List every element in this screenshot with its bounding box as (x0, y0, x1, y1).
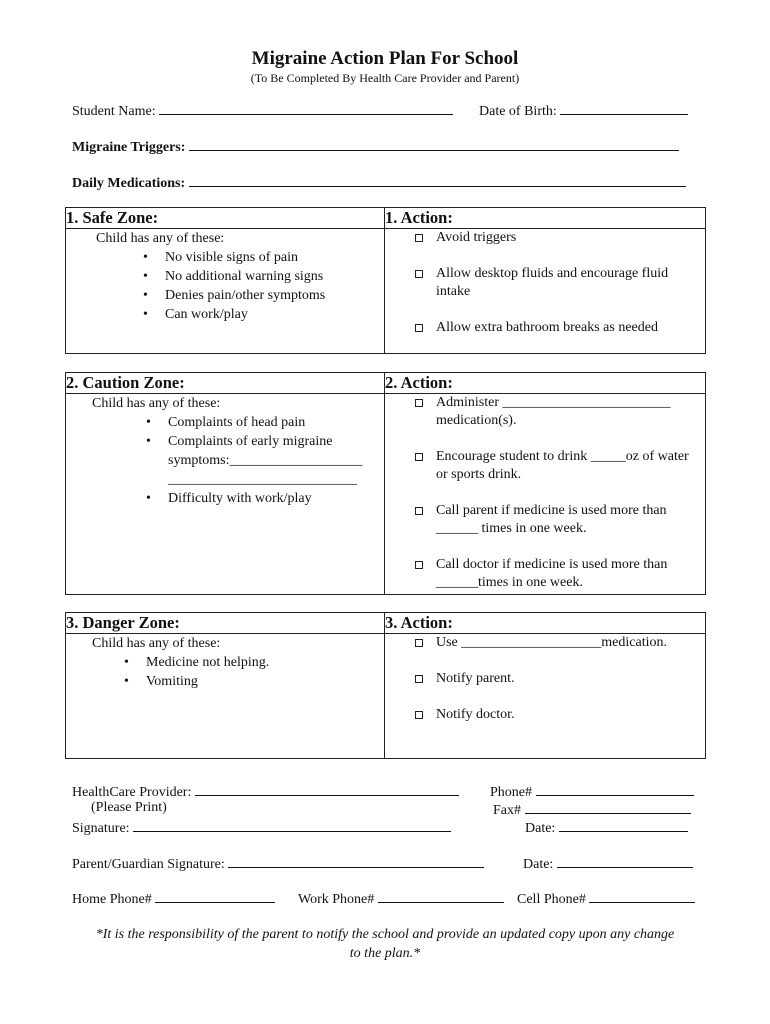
student-name-field[interactable] (159, 101, 453, 115)
footer-note: *It is the responsibility of the parent to notify the school and provide an updated copy upon any change to the plan.* (95, 927, 675, 961)
cell-phone-label: Cell Phone# (517, 892, 586, 907)
checkbox[interactable] (415, 234, 423, 242)
action-item: Use ____________________medication. (385, 634, 705, 652)
list-item-continued: symptoms:___________________ (168, 453, 363, 468)
list-item: • Difficulty with work/play (146, 491, 312, 506)
list-item: • Denies pain/other symptoms (143, 288, 326, 303)
parent-signature-label: Parent/Guardian Signature: (72, 857, 225, 872)
parent-date-field[interactable] (557, 854, 693, 868)
checkbox[interactable] (415, 399, 423, 407)
please-print-label: (Please Print) (91, 800, 167, 815)
home-phone-field[interactable] (155, 889, 275, 903)
daily-meds-label: Daily Medications: (72, 176, 186, 191)
safe-zone-title: 1. Safe Zone: (66, 208, 385, 229)
action-item: Encourage student to drink _____oz of water or sports drink. (385, 448, 705, 484)
dob-row (479, 101, 688, 120)
parent-signature-row (72, 854, 484, 873)
safe-zone-signs (66, 229, 385, 354)
caution-zone-title: 2. Caution Zone: (66, 373, 385, 394)
checkbox[interactable] (415, 270, 423, 278)
parent-signature-field[interactable] (228, 854, 484, 868)
daily-meds-row (72, 173, 686, 192)
safe-zone-lead: Child has any of these: (96, 231, 225, 246)
danger-zone-signs (66, 634, 385, 759)
dob-field[interactable] (560, 101, 688, 115)
parent-date-row (523, 854, 693, 873)
signature-field[interactable] (133, 818, 451, 832)
triggers-field[interactable] (189, 137, 679, 151)
action-item: Notify parent. (385, 670, 705, 688)
work-phone-row (298, 889, 504, 908)
home-phone-row (72, 889, 275, 908)
cell-phone-field[interactable] (589, 889, 695, 903)
home-phone-label: Home Phone# (72, 892, 152, 907)
caution-action-title: 2. Action: (385, 373, 706, 394)
action-item: Administer ________________________ medication(s). (385, 394, 705, 430)
list-item: • Medicine not helping. (124, 655, 270, 670)
phone-label: Phone# (490, 785, 532, 800)
list-item: • No additional warning signs (143, 269, 324, 284)
action-item: Allow desktop fluids and encourage fluid intake (385, 265, 705, 301)
page-subtitle: (To Be Completed By Health Care Provider and Parent) (250, 71, 520, 85)
safe-action-title: 1. Action: (385, 208, 706, 229)
caution-zone-actions (385, 394, 706, 595)
danger-zone-lead: Child has any of these: (92, 636, 221, 651)
action-item: Call doctor if medicine is used more than ______times in one week. (385, 556, 705, 592)
checkbox[interactable] (415, 675, 423, 683)
checkbox[interactable] (415, 711, 423, 719)
list-item: • No visible signs of pain (143, 250, 298, 265)
list-item: • Vomiting (124, 674, 198, 689)
cell-phone-row (517, 889, 695, 908)
daily-meds-field[interactable] (189, 173, 686, 187)
signature-row (72, 818, 451, 837)
fax-row (493, 800, 691, 819)
provider-date-label: Date: (525, 821, 556, 836)
provider-date-field[interactable] (559, 818, 688, 832)
list-item: • Complaints of head pain (146, 415, 306, 430)
parent-date-label: Date: (523, 857, 554, 872)
work-phone-field[interactable] (378, 889, 504, 903)
signature-label: Signature: (72, 821, 130, 836)
checkbox[interactable] (415, 324, 423, 332)
action-item: Avoid triggers (385, 229, 705, 247)
provider-field[interactable] (195, 782, 459, 796)
list-item: • Complaints of early migraine (146, 434, 333, 449)
danger-zone-table (65, 612, 706, 759)
dob-label: Date of Birth: (479, 104, 557, 119)
phone-row (490, 782, 694, 801)
checkbox[interactable] (415, 507, 423, 515)
action-item: Notify doctor. (385, 706, 705, 724)
action-item: Allow extra bathroom breaks as needed (385, 319, 705, 337)
page-title: Migraine Action Plan For School (251, 48, 519, 69)
list-item: • Can work/play (143, 307, 248, 322)
caution-zone-signs (66, 394, 385, 595)
provider-row (72, 782, 459, 801)
fax-field[interactable] (525, 800, 691, 814)
list-item-continued: ___________________________ (168, 472, 357, 487)
checkbox[interactable] (415, 639, 423, 647)
phone-field[interactable] (536, 782, 694, 796)
danger-action-title: 3. Action: (385, 613, 706, 634)
caution-zone-lead: Child has any of these: (92, 396, 221, 411)
action-item: Call parent if medicine is used more than ______ times in one week. (385, 502, 705, 538)
provider-date-row (525, 818, 688, 837)
safe-zone-table (65, 207, 706, 354)
triggers-label: Migraine Triggers: (72, 140, 186, 155)
fax-label: Fax# (493, 803, 521, 818)
triggers-row (72, 137, 679, 156)
caution-zone-table (65, 372, 706, 595)
provider-label: HealthCare Provider: (72, 785, 192, 800)
student-name-label: Student Name: (72, 104, 156, 119)
checkbox[interactable] (415, 453, 423, 461)
danger-zone-title: 3. Danger Zone: (66, 613, 385, 634)
work-phone-label: Work Phone# (298, 892, 375, 907)
safe-zone-actions (385, 229, 706, 354)
student-name-row (72, 101, 453, 120)
checkbox[interactable] (415, 561, 423, 569)
danger-zone-actions (385, 634, 706, 759)
